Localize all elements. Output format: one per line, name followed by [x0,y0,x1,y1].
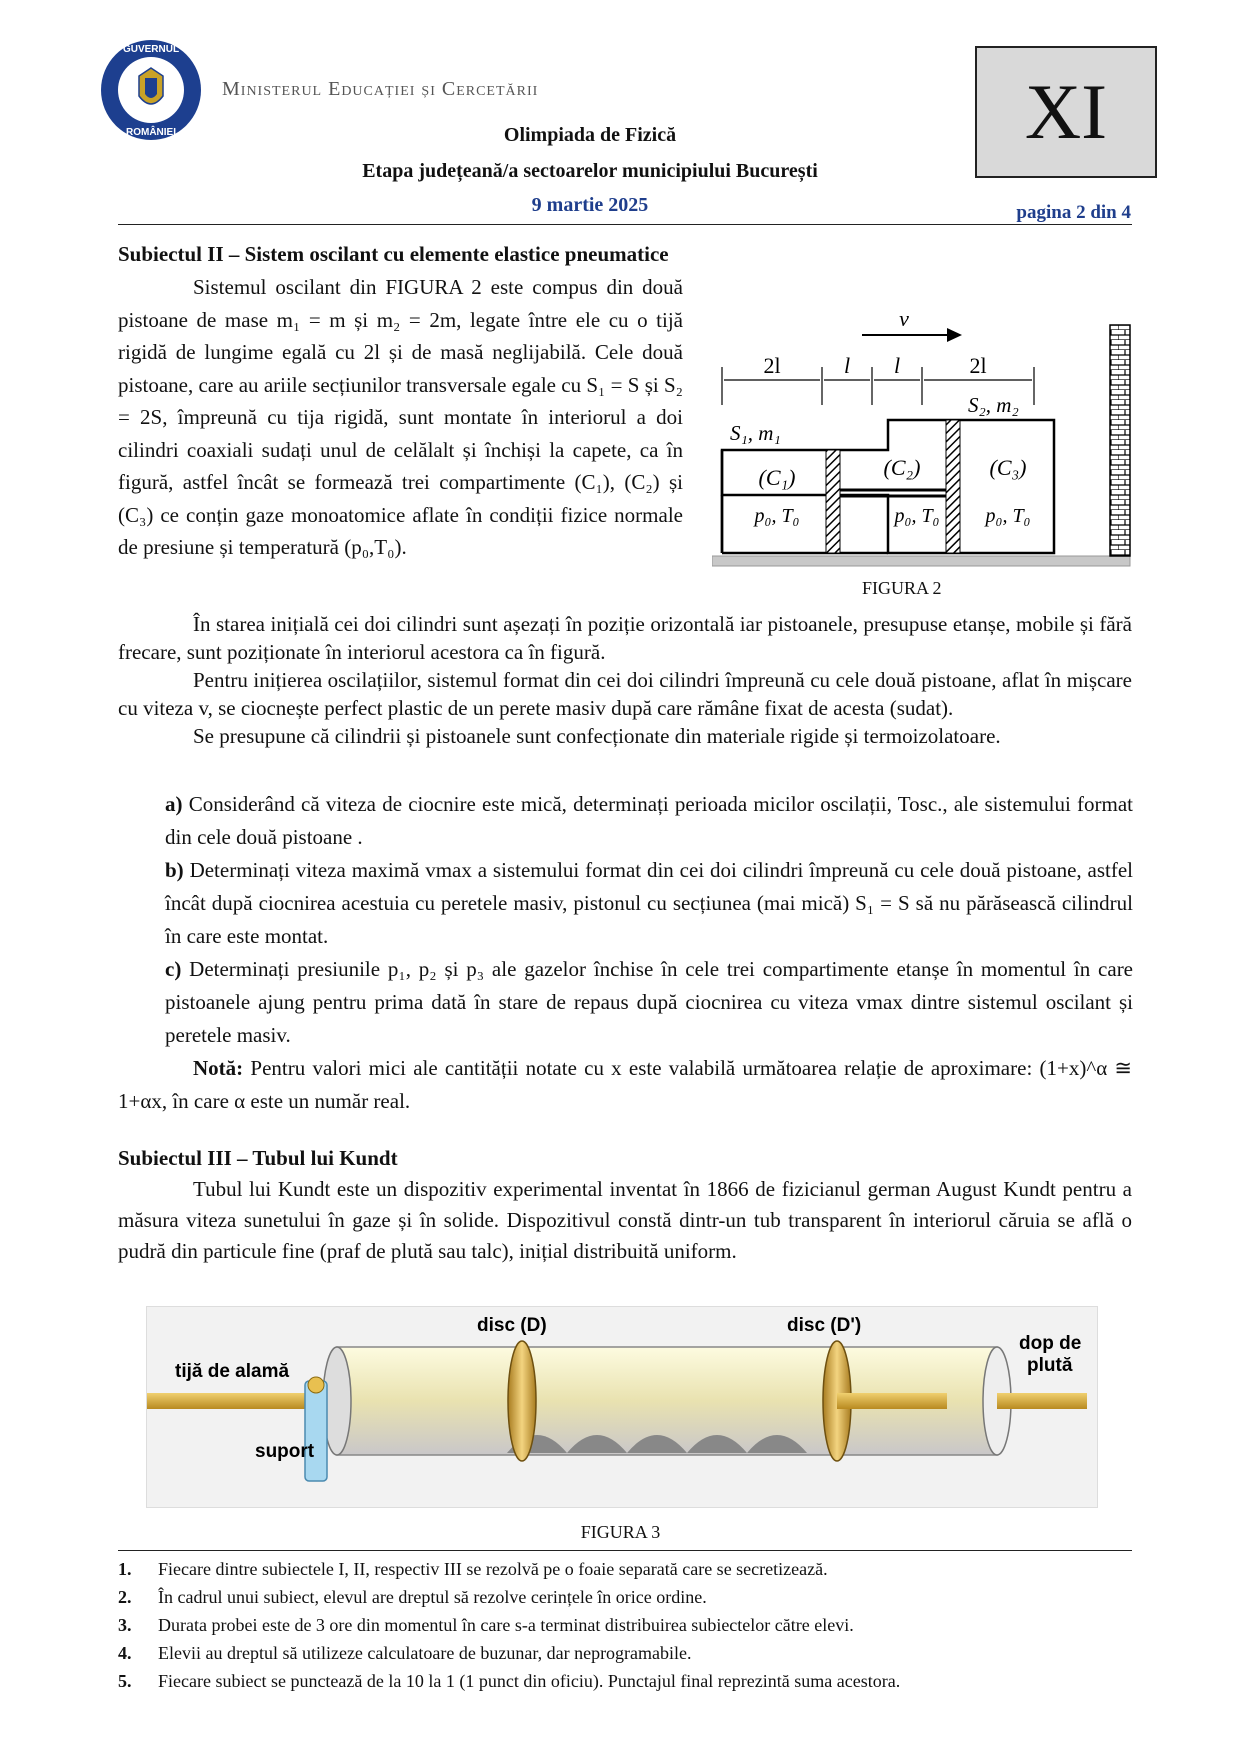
figure-3 [146,1306,1098,1508]
footnote-2-text: În cadrul unui subiect, elevul are dreptul să rezolve cerințele în orice ordine. [158,1587,707,1607]
footnote-1-num: 1. [118,1559,132,1579]
note-text: Pentru valori mici ale cantității notate cu x este valabilă următoarea relație de aproximare: (1+x)^α ≅ 1+αx, în care α este un număr real. [118,1056,1133,1113]
state-c2: p₀, T₀ [894,505,940,527]
figure-3-caption: FIGURA 3 [580,1522,661,1542]
footnote-5 [118,1670,900,1692]
floor [712,556,1130,566]
question-c [165,953,1133,1052]
footnote-2-num: 2. [118,1587,132,1607]
cork-plug [997,1393,1087,1409]
footnote-4 [118,1642,692,1664]
rod-label: tijă de alamă [175,1361,290,1382]
cork-label-2: plută [1027,1355,1073,1376]
velocity-label: v [899,310,909,331]
exam-date: 9 martie 2025 [531,194,649,216]
support-label: suport [255,1441,315,1462]
question-a [165,788,1133,854]
subject2-body [118,610,1132,750]
footnote-3-num: 3. [118,1615,132,1635]
support [305,1381,327,1481]
massive-wall [1110,325,1130,556]
grade-box [975,46,1157,178]
state-c3: p₀, T₀ [985,505,1031,527]
s1-m1-label: S₁, m₁ [730,421,781,445]
note [118,1052,1132,1118]
dim-label-1: 2l [763,353,781,378]
subject3-p1: Tubul lui Kundt este un dispozitiv experimental inventat în 1866 de fizicianul german August Kundt pentru a măsura viteza sunetului în gaze și în solide. Dispozitivul constă dintr-un tub transparent în interiorul căruia se află o pudră din particule fine (praf de plută sau talc), inițial distribuită uniform. [118,1177,1132,1263]
footnote-5-text: Fiecare subiect se punctează de la 10 la 1 (1 punct din oficiu). Punctajul final reprezintă suma acestora. [158,1671,901,1691]
footnote-4-num: 4. [118,1643,132,1663]
footnote-1 [118,1558,828,1580]
piston-2 [946,420,960,553]
subject2-p3: Pentru inițierea oscilațiilor, sistemul format din cei doi cilindri împreună cu cele două pistoane, aflat în mișcare cu viteza v, se ciocnește perfect plastic de un perete masiv după care rămâne fixat de acesta (sudat). [118,668,1132,720]
subject2-p2: În starea inițială cei doi cilindri sunt așezați în poziție orizontală iar pistoanele, presupuse etanșe, mobile și fără frecare, sunt poziționate în interiorul acestora ca în figură. [118,612,1132,664]
grade-label: XI [1024,68,1108,155]
piston-diagram [712,310,1142,600]
subject2-title: Subiectul II – Sistem oscilant cu elemente elastice pneumatice [118,242,669,266]
piston-1 [826,450,840,553]
cork-label-1: dop de [1019,1333,1082,1354]
question-a-text: Considerând că viteza de ciocnire este mică, determinați perioada micilor oscilații, Tosc., ale sistemului format din cele două pistoane . [165,792,1134,849]
question-a-label: a) [165,792,183,816]
footnote-3 [118,1614,854,1636]
figure-2 [712,310,1142,600]
olympiad-title: Olimpiada de Fizică [503,124,677,146]
subject3-body [118,1174,1132,1267]
question-b-text: Determinați viteza maximă vmax a sistemului format din cei doi cilindri împreună cu cele două pistoane, astfel încât după ciocnirea acestuia cu peretele masiv, pistonul cu secțiunea (mai mică) S₁ = S să nu părăsească cilindrul în care este montat. [165,858,1134,948]
subject3-title: Subiectul III – Tubul lui Kundt [118,1146,398,1170]
compartment-c1: (C₁) [758,465,796,490]
footnote-4-text: Elevii au dreptul să utilizeze calculatoare de buzunar, dar neprogramabile. [158,1643,692,1663]
svg-text:GUVERNUL: GUVERNUL [122,44,180,55]
subject2-paragraph-1 [118,271,683,564]
disc-d-label: disc (D) [477,1315,547,1336]
disc-d-prime-label: disc (D') [787,1315,862,1336]
subject2-p4: Se presupune că cilindrii și pistoanele sunt confecționate din materiale rigide și termoizolatoare. [193,724,1001,748]
note-label: Notă: [193,1056,244,1080]
question-b-label: b) [165,858,184,882]
state-c1: p₀, T₀ [754,505,800,527]
dim-label-2: l [843,353,851,378]
s2-m2-label: S₂, m₂ [968,393,1019,417]
kundt-tube-diagram [147,1307,1097,1507]
footnote-1-text: Fiecare dintre subiectele I, II, respectiv III se rezolvă pe o foaie separată care se secretizează. [158,1559,828,1579]
page-number: pagina 2 din 4 [1016,202,1131,223]
footnote-3-text: Durata probei este de 3 ore din momentul în care s-a terminat distribuirea subiectelor către elevi. [158,1615,854,1635]
disc-d [508,1341,536,1461]
footnote-2 [118,1586,707,1608]
question-c-label: c) [165,957,182,981]
subject2-p1: Sistemul oscilant din FIGURA 2 este compus din două pistoane de mase m₁ = m și m₂ = 2m, legate între ele cu o tijă rigidă de lungime egală cu 2l și de masă neglijabilă. Cele două pistoane, care au ariile secțiunilor transversale egale cu S₁ = S și S₂ = 2S, împreună cu tija rigidă, sunt montate în interiorul a doi cilindri coaxiali sudați unul de celălalt și închiși la capete, ca în figură, astfel încât se formează trei compartimente (C₁), (C₂) și (C₃) ce conțin gaze monoatomice aflate în condiții fizice normale de presiune și temperatură (p₀,T₀). [118,275,683,559]
question-b [165,854,1133,953]
dim-label-4: 2l [969,353,987,378]
footer-divider [118,1550,1132,1551]
question-c-text: Determinați presiunile p₁, p₂ și p₃ ale gazelor închise în cele trei compartimente etanșe în momentul în care pistoanele ajung pentru prima dată în stare de repaus după ciocnirea cu viteza vmax dintre sistemul oscilant și peretele masiv. [165,957,1134,1047]
compartment-c2: (C₂) [883,455,921,480]
svg-text:ROMÂNIEI: ROMÂNIEI [126,127,176,138]
figure-2-caption: FIGURA 2 [862,578,942,598]
footnote-5-num: 5. [118,1671,132,1691]
dim-label-3: l [893,353,901,378]
ministry-name: Ministerul Educației și Cercetării [222,78,539,100]
header-divider [118,224,1132,225]
stage-title: Etapa județeană/a sectoarelor municipiului București [362,160,818,182]
compartment-c3: (C₃) [989,455,1027,480]
